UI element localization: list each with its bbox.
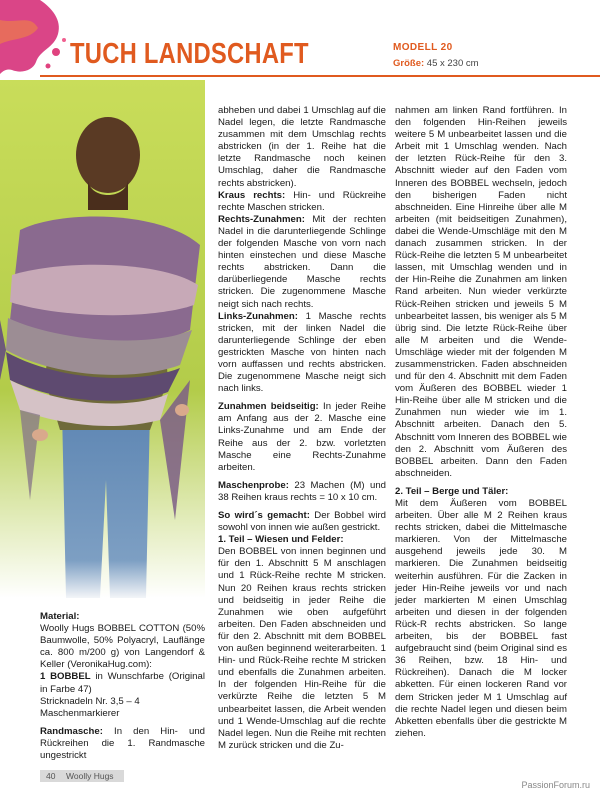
markers-line: Maschenmarkierer [40,707,120,719]
bobbel-line [40,671,205,695]
paragraph-so-wirds-gemacht [218,510,386,534]
rand-text: In den Hin- und Rückreihen die 1. Randmasche ungestrickt [40,725,205,762]
paragraph-links-zunahmen [218,311,386,396]
needles-line: Stricknadeln Nr. 3,5 – 4 [40,695,140,707]
teil2-text: Mit dem Äußeren vom BOBBEL arbeiten. Über alle M 2 Reihen kraus rechts stricken, dabei die Mittelmasche markieren. Von der Mittelmasche ausgehend jeweils jede 30. M markieren. Die Zunahmen beidseitig weiterhin ausführen. Für die Zacken in jeder Hin-Reihe jeweils vor und nach jeder markierten M einen Umschlag arbeiten und diesen in der folgenden Rück-R rechts abstricken. So lange arbeiten, bis der BOBBEL fast aufgebraucht sind (beim Original sind es 36 Reihen, bzw. 18 Hin- und Rückreihen). Danach die M locker abketten. Für einen lockeren Rand vor dem Stricken jeder M 1 Umschlag auf die rechte Nadel legen und diesen beim Abketten ebenfalls über die gestrickte M ziehen. [395,498,567,739]
sw-heading: So wird´s gemacht: [218,510,310,521]
paragraph-zunahmen-beidseitig [218,401,386,474]
rand-heading: Randmasche: [40,725,103,737]
column-instructions-2 [395,105,567,740]
bobbel-rest: in Wunschfarbe (Original in Farbe 47) [40,671,205,695]
title-divider [40,75,600,77]
footer-brand: Woolly Hugs [66,771,114,781]
teil1-heading: 1. Teil – Wiesen und Felder: [218,534,344,546]
teil2-heading: 2. Teil – Berge und Täler: [395,485,509,497]
model-number: MODELL 20 [393,42,453,53]
paragraph-teil1-cont: nahmen am linken Rand fortführen. In den folgenden Hin-Reihen jeweils weitere 5 M unbearbeitet lassen und die Arbeit mit 1 Umschlag wenden. Nach der letzten Rück-Reihe für den 3. Abschnitt wieder auf den Faden vom Inneren des BOBBEL wechseln, jedoch den bisherigen Faden nicht abschneiden. Eine Hinreihe über alle M arbeiten (mit beidseitigen Zunahmen), dabei die Wende-Umschläge mit den M danach zusammen stricken. In der Rück-Reihe die letzten 5 M unbearbeitet lassen, mit Umschlag wenden und in der Hin-Reihe die Zunahmen am linken Rand arbeiten. Nun wieder verkürzte Rück-Reihen stricken und jeweils 5 M unbearbeitet lassen, bis weniger als 5 M übrig sind. Die letzte Rück-Reihe über alle M arbeiten und die Wende-Umschläge wieder mit der folgenden M zusammenstricken. Faden abschneiden und für den 4. Abschnitt mit dem Faden vom Äußeren des BOBBEL wieder 1 Hin-Reihe über alle M stricken und die Zunahmen nun wieder wie im 1. Abschnitt arbeiten. Danach den 5. Abschnitt vom Inneren des BOBBEL wie den 2. Abschnitt vom Äußeren des BOBBEL arbeiten. Dann den Faden abschneiden. [395,105,567,479]
rand-paragraph [40,726,205,762]
sw-text: Der Bobbel wird sowohl von innen wie außen gestrickt. [218,510,386,534]
lz-heading: Links-Zunahmen: [218,310,298,322]
paint-splash-icon [0,0,70,80]
page-number: 40 [46,771,56,781]
material-heading: Material: [40,611,80,622]
size-label: Größe: [393,58,425,69]
zb-heading: Zunahmen beidseitig: [218,401,319,413]
size-info [393,58,479,69]
paragraph-maschenprobe [218,480,386,504]
zb-text: In jeder Reihe am Anfang aus der 2. Masche eine Links-Zunahme und am Ende der Reihe aus der 2. bzw. vorletzten Masche eine Rechts-Zunahme arbeiten. [218,401,386,473]
rz-text: Mit der rechten Nadel in die darunterliegende Schlinge der folgenden Masche von vorn nach hinten einstechen und diese Masche rechts abstricken. Dann die darüberliegende Masche rechts stricken. Die zugenommene Masche neigt sich nach rechts. [218,213,386,310]
photo-woman-shawl [0,80,205,598]
mp-heading: Maschenprobe: [218,479,289,491]
paragraph-rechts-zunahmen [218,214,386,311]
paragraph-rand-cont: abheben und dabei 1 Umschlag auf die Nadel legen, die letzte Randmasche zusammen mit dem Umschlag rechts abstricken (in der 1. Reihe hat die letzte Randmasche noch keinen Umschlag, daher die Randmasche rechts abstricken). [218,105,386,189]
watermark: PassionForum.ru [521,780,590,790]
kraus-heading: Kraus rechts: [218,189,286,201]
lz-text: 1 Masche rechts stricken, mit der linken Nadel die darunterliegende Schlinge der eben gestrickten Masche von hinten nach vorn auffassen und rechts abstricken. Die zugenommene Masche neigt sich nach links. [218,310,386,395]
mp-text: 23 Machen (M) und 38 Reihen kraus rechts = 10 x 10 cm. [218,479,386,503]
kraus-text: Hin- und Rückreihe rechte Maschen stricken. [218,189,386,213]
size-value: 45 x 230 cm [426,58,479,69]
page-title: TUCH LANDSCHAFT [70,38,309,70]
teil1-text: Den BOBBEL von innen beginnen und für den 1. Abschnitt 5 M anschlagen und 1 Rück-Reihe rechte M stricken. Nun 20 Reihen kraus rechts stricken und beidseitig in jeder Reihe die Zunahmen wie oben aufgeführt arbeiten. Den Faden abschneiden und für den 2. Abschnitt mit dem BOBBEL von außen beginnend weiterarbeiten. 1 Hin- und Rück-Reihe rechte M stricken und ebenfalls die Zunahmen arbeiten. In der folgenden Hin-Reihe für die verkürzte Reihe die letzten 5 M unbearbeitet lassen, die Arbeit wenden und 1 Wende-Umschlag auf die rechte Nadel legen. Nun die Reihe mit rechten M zurück stricken und die Zu- [218,546,386,751]
rz-heading: Rechts-Zunahmen: [218,213,305,225]
bobbel-bold: 1 BOBBEL [40,671,91,683]
column-instructions-1 [218,105,386,752]
column-material [40,611,205,762]
material-text: Woolly Hugs BOBBEL COTTON (50% Baumwolle, 50% Polyacryl, Lauflänge ca. 800 m/200 g) von Langendorf & Keller (VeronikaHug.com): [40,623,205,671]
paragraph-kraus [218,190,386,214]
